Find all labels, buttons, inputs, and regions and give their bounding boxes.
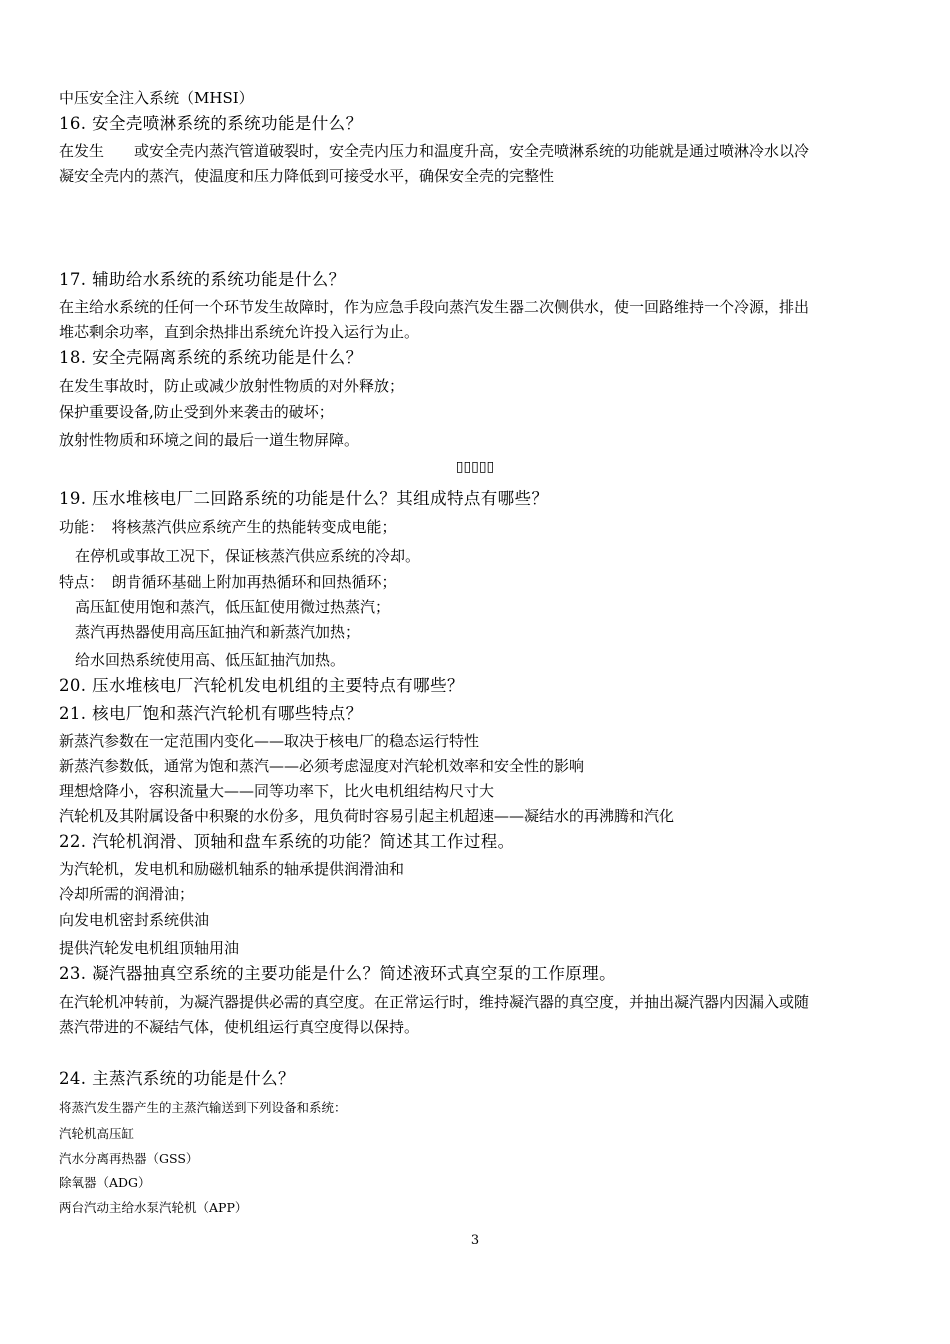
answer-line: 汽水分离再热器（GSS）	[59, 1151, 199, 1166]
text-line: 中压安全注入系统（MHSI）	[59, 89, 254, 107]
answer-line: 放射性物质和环境之间的最后一道生物屏障。	[59, 431, 360, 449]
answer-line: 在汽轮机冲转前，为凝汽器提供必需的真空度。在正常运行时，维持凝汽器的真空度，并抽出凝汽器内因漏入或随	[59, 993, 810, 1011]
question-17: 17. 辅助给水系统的系统功能是什么？	[59, 270, 346, 289]
garbled-heading: ▯▯▯▯▯	[455, 459, 495, 475]
answer-line: 冷却所需的润滑油；	[59, 885, 195, 903]
question-19: 19. 压水堆核电厂二回路系统的功能是什么？其组成特点有哪些？	[59, 489, 549, 508]
answer-line: 新蒸汽参数在一定范围内变化——取决于核电厂的稳态运行特性	[59, 732, 480, 750]
answer-line: 蒸汽再热器使用高压缸抽汽和新蒸汽加热；	[75, 623, 361, 641]
question-16: 16. 安全壳喷淋系统的系统功能是什么？	[59, 114, 363, 133]
question-18: 18. 安全壳隔离系统的系统功能是什么？	[59, 348, 363, 367]
answer-line: 向发电机密封系统供油	[59, 911, 210, 929]
answer-line: 在停机或事故工况下，保证核蒸汽供应系统的冷却。	[75, 547, 421, 565]
answer-line: 给水回热系统使用高、低压缸抽汽加热。	[75, 651, 346, 669]
answer-line: 凝安全壳内的蒸汽，使温度和压力降低到可接受水平，确保安全壳的完整性	[59, 167, 555, 185]
answer-line: 在主给水系统的任何一个环节发生故障时，作为应急手段向蒸汽发生器二次侧供水，使一回路维持一个冷源，排出	[59, 298, 810, 316]
answer-line: 保护重要设备,防止受到外来袭击的破坏；	[59, 403, 334, 421]
answer-line: 提供汽轮发电机组顶轴用油	[59, 939, 240, 957]
question-21: 21. 核电厂饱和蒸汽汽轮机有哪些特点？	[59, 704, 363, 723]
answer-line: 将蒸汽发生器产生的主蒸汽输送到下列设备和系统：	[59, 1100, 347, 1115]
question-20: 20. 压水堆核电厂汽轮机发电机组的主要特点有哪些？	[59, 676, 464, 695]
question-22: 22. 汽轮机润滑、顶轴和盘车系统的功能？简述其工作过程。	[59, 832, 515, 851]
question-23: 23. 凝汽器抽真空系统的主要功能是什么？简述液环式真空泵的工作原理。	[59, 964, 616, 983]
answer-line: 新蒸汽参数低，通常为饱和蒸汽——必须考虑湿度对汽轮机效率和安全性的影响	[59, 757, 585, 775]
answer-line: 功能： 将核蒸汽供应系统产生的热能转变成电能；	[59, 518, 397, 536]
answer-line: 在发生事故时，防止或减少放射性物质的对外释放；	[59, 377, 405, 395]
answer-line: 两台汽动主给水泵汽轮机（APP）	[59, 1200, 248, 1215]
answer-line: 堆芯剩余功率，直到余热排出系统允许投入运行为止。	[59, 323, 420, 341]
answer-line: 蒸汽带进的不凝结气体，使机组运行真空度得以保持。	[59, 1018, 420, 1036]
answer-line: 特点： 朗肯循环基础上附加再热循环和回热循环；	[59, 573, 397, 591]
answer-line: 高压缸使用饱和蒸汽，低压缸使用微过热蒸汽；	[75, 598, 391, 616]
answer-line: 为汽轮机，发电机和励磁机轴系的轴承提供润滑油和	[59, 860, 405, 878]
answer-line: 在发生 或安全壳内蒸汽管道破裂时，安全壳内压力和温度升高，安全壳喷淋系统的功能就是通过喷淋冷水以冷	[59, 142, 810, 160]
answer-line: 汽轮机及其附属设备中积聚的水份多，甩负荷时容易引起主机超速——凝结水的再沸腾和汽化	[59, 807, 675, 825]
question-24: 24. 主蒸汽系统的功能是什么？	[59, 1069, 295, 1088]
answer-line: 理想焓降小，容积流量大——同等功率下，比火电机组结构尺寸大	[59, 782, 495, 800]
page-number: 3	[470, 1233, 480, 1248]
answer-line: 汽轮机高压缸	[59, 1126, 135, 1141]
answer-line: 除氧器（ADG）	[59, 1175, 151, 1190]
